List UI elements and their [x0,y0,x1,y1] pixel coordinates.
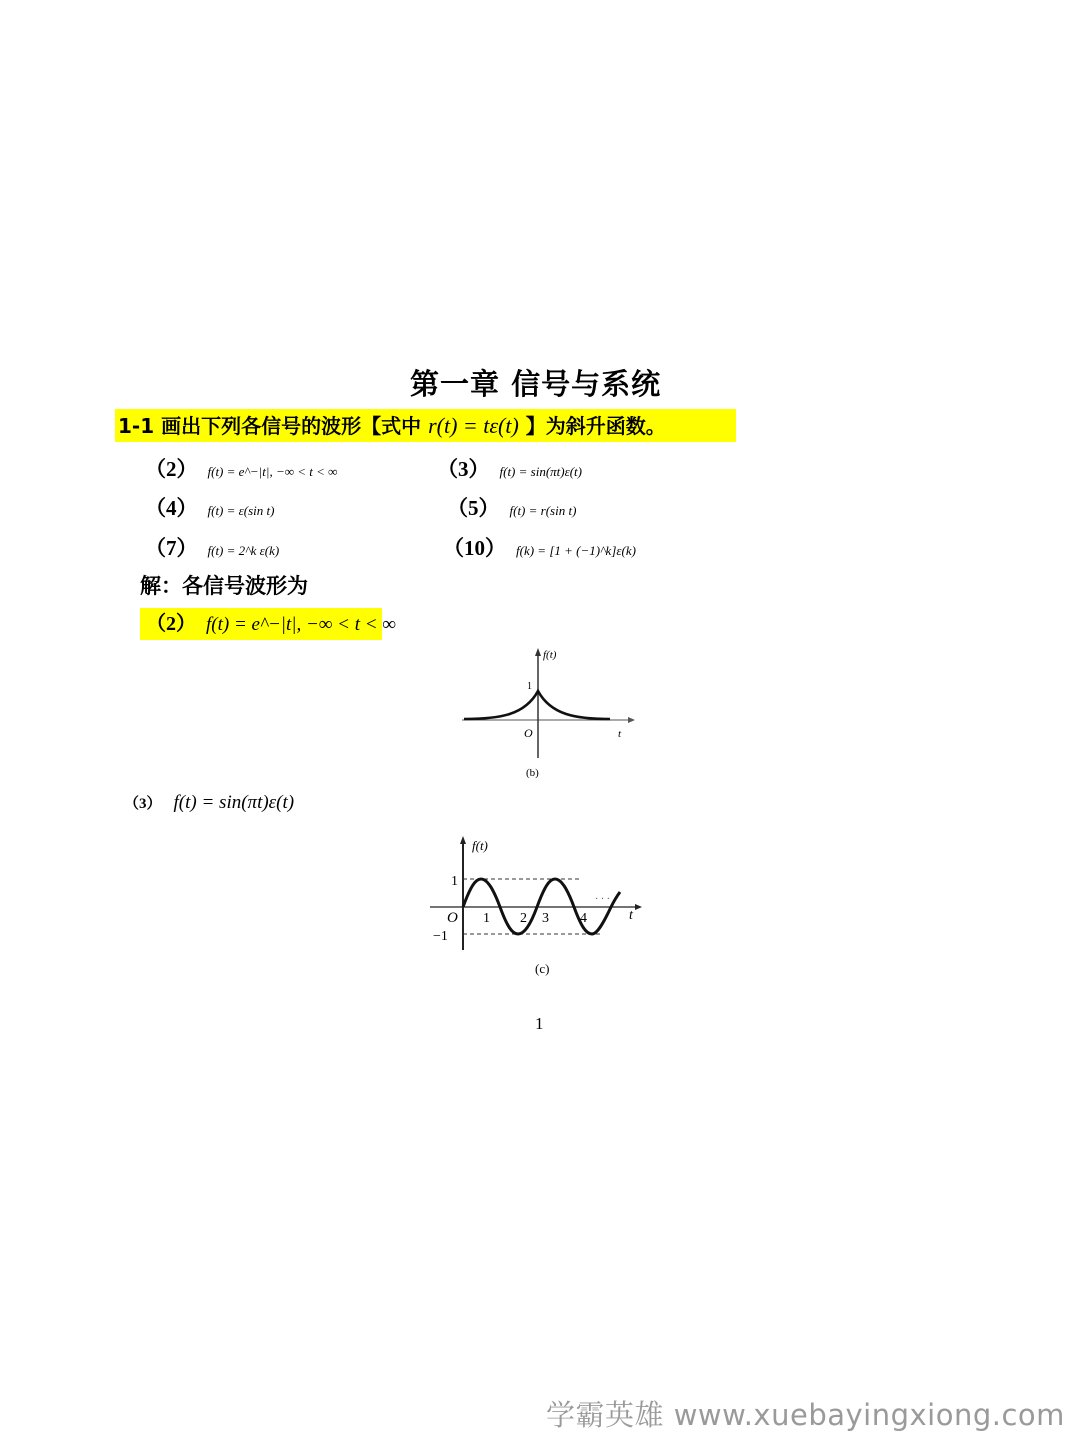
part-number: （3） [124,796,162,812]
y-axis-label: f(t) [543,649,557,661]
item-number: （4） [145,496,198,520]
figure-caption: (b) [526,767,539,779]
y-axis-arrow [460,836,466,844]
chapter-title: 第一章 信号与系统 [410,367,662,401]
part-2-heading [140,608,396,640]
y-tick-label: 1 [527,681,532,692]
item-formula: f(t) = ε(sin t) [207,503,275,518]
y-axis-label: f(t) [472,838,488,853]
item-number: （7） [145,536,198,560]
list-item [145,453,337,483]
x-tick-label: 2 [520,911,527,926]
list-item [443,532,636,562]
list-item [437,453,582,483]
curve-exponential [464,691,610,719]
item-formula: f(t) = e^−|t|, −∞ < t < ∞ [207,464,338,479]
x-tick-label: 4 [580,911,587,926]
problem-prefix: 1-1 画出下列各信号的波形【式中 [118,414,429,438]
continuation-dots: · · · [595,894,610,905]
origin-label: O [447,910,458,926]
x-axis-arrow [635,904,642,910]
problem-suffix: 】为斜升函数。 [518,414,666,438]
figure-c-sine [425,830,655,980]
item-formula: f(t) = 2^k ε(k) [207,543,280,558]
x-axis-label: t [629,908,633,923]
part-3-heading [124,792,294,814]
x-axis-arrow [628,717,635,723]
watermark: 学霸英雄 www.xuebayingxiong.com [546,1398,1065,1432]
item-formula: f(t) = sin(πt)ε(t) [499,464,583,479]
item-formula: f(t) = r(sin t) [509,503,577,518]
part-number: （2） [146,613,196,635]
part-formula: f(t) = sin(πt)ε(t) [173,792,295,813]
list-item [145,492,274,522]
list-item [447,492,576,522]
ramp-definition: r(t) = tε(t) [428,413,519,438]
x-axis-label: t [618,728,622,740]
y-tick-label: 1 [451,874,458,889]
item-number: （3） [437,457,490,481]
figure-b-exponential [440,640,640,780]
item-number: （10） [443,536,506,560]
problem-stem [115,409,736,442]
solution-label: 解：各信号波形为 [140,574,308,598]
x-tick-label: 3 [542,911,549,926]
y-tick-label: −1 [433,929,448,944]
list-item [145,532,279,562]
item-number: （2） [145,457,198,481]
y-axis-arrow [535,648,541,656]
origin-label: O [524,726,533,740]
item-number: （5） [447,496,500,520]
figure-caption: (c) [535,961,550,976]
x-tick-label: 1 [483,911,490,926]
page-number: 1 [535,1014,544,1033]
part-formula: f(t) = e^−|t|, −∞ < t < ∞ [206,614,396,635]
item-formula: f(k) = [1 + (−1)^k]ε(k) [516,543,636,558]
